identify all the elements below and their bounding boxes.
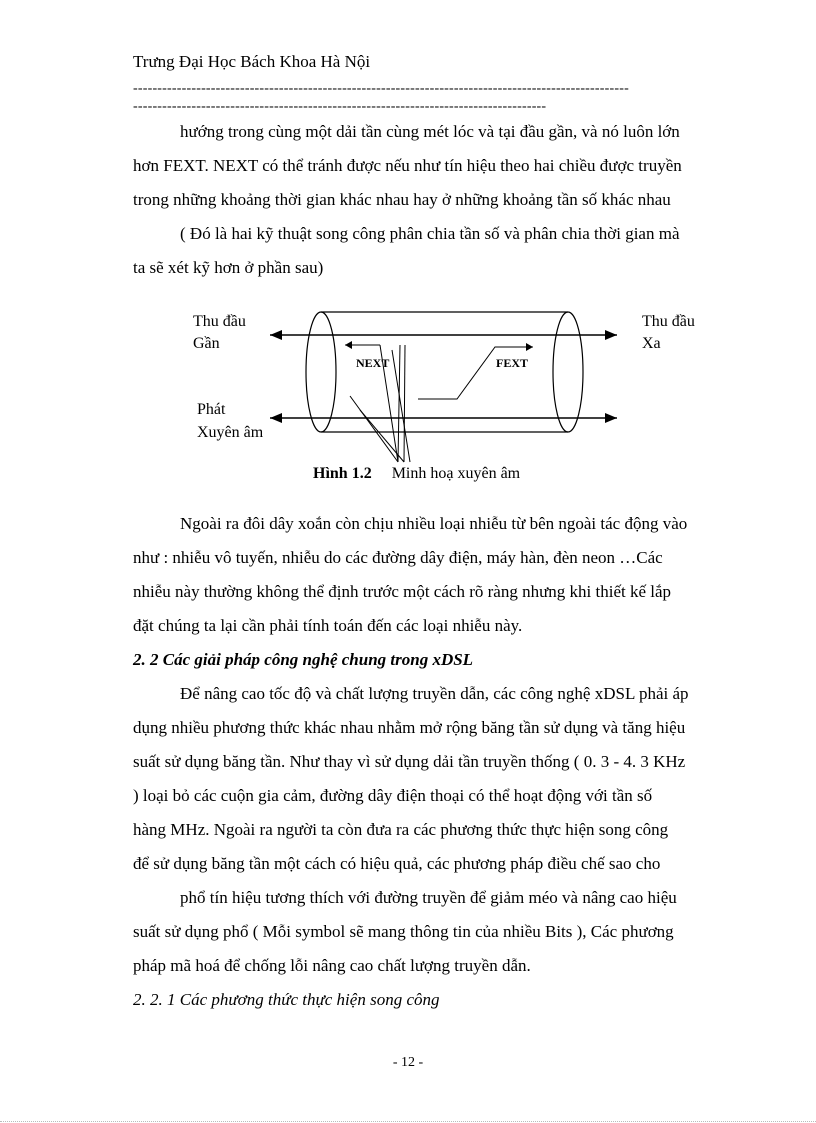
paragraph-line: ta sẽ xét kỹ hơn ở phần sau) (133, 258, 324, 277)
paragraph-line: ( Đó là hai kỹ thuật song công phân chia tần số và phân chia thời gian mà (180, 224, 680, 243)
paragraph-line: nhiễu này thường không thể định trước một cách rõ ràng nhưng khi thiết kế lắp (133, 582, 672, 601)
next-arrow-icon (345, 341, 352, 349)
paragraph-line: pháp mã hoá để chống lỗi nâng cao chất lượng truyền dẫn. (133, 956, 531, 975)
label-far-end-1: Thu đầu (642, 313, 695, 330)
arrow-right-icon (605, 413, 617, 423)
callout-line (398, 345, 400, 462)
section-heading: 2. 2 Các giải pháp công nghệ chung trong xDSL (133, 650, 474, 669)
paragraph-line: hàng MHz. Ngoài ra người ta còn đưa ra các phương thức thực hiện song công (133, 820, 669, 839)
cable-right-end (553, 312, 583, 432)
page-header-title: Trưng Đại Học Bách Khoa Hà Nội (133, 52, 371, 71)
paragraph-line: suất sử dụng băng tần. Như thay vì sử dụng dải tần truyền thống ( 0. 3 - 4. 3 KHz (133, 752, 686, 771)
arrow-right-icon (605, 330, 617, 340)
callout-line (404, 345, 405, 462)
paragraph-line: như : nhiễu vô tuyến, nhiễu do các đường dây điện, máy hàn, đèn neon …Các (133, 548, 663, 567)
paragraph-line: suất sử dụng phổ ( Mỗi symbol sẽ mang thông tin của nhiều Bits ), Các phương (133, 922, 674, 941)
cable-left-end (306, 312, 336, 432)
label-near-end-2: Gần (193, 335, 220, 352)
arrow-left-icon (270, 330, 282, 340)
figure-caption-text: Minh hoạ xuyên âm (391, 465, 521, 482)
page-number: - 12 - (392, 1055, 424, 1070)
paragraph-line: phổ tín hiệu tương thích với đường truyền để giảm méo và nâng cao hiệu (180, 888, 677, 907)
fext-label: FEXT (496, 356, 529, 370)
subsection-heading: 2. 2. 1 Các phương thức thực hiện song công (133, 990, 440, 1009)
label-crosstalk: Xuyên âm (197, 424, 264, 441)
figure-caption (313, 465, 520, 483)
paragraph-line: đặt chúng ta lại cần phải tính toán đến các loại nhiễu này. (133, 616, 523, 635)
next-label: NEXT (356, 356, 390, 370)
header-divider-2: ------------------------------------------------------------------------------------- (133, 99, 547, 114)
paragraph-line: để sử dụng băng tần một cách có hiệu quả, các phương pháp điều chế sao cho (133, 854, 661, 873)
fext-path (418, 347, 533, 399)
paragraph-line: hơn FEXT. NEXT có thể tránh được nếu như tín hiệu theo hai chiều được truyền (133, 156, 682, 175)
callout-line (392, 350, 410, 462)
paragraph-line: dụng nhiều phương thức khác nhau nhằm mở rộng băng tần sử dụng và tăng hiệu (133, 718, 686, 737)
callout-line (350, 396, 398, 462)
figure-number: Hình 1.2 (313, 465, 372, 482)
label-transmit: Phát (197, 401, 226, 418)
arrow-left-icon (270, 413, 282, 423)
paragraph-line: hướng trong cùng một dải tần cùng mét lóc và tại đầu gần, và nó luôn lớn (180, 122, 680, 141)
label-far-end-2: Xa (642, 335, 661, 352)
paragraph-line: trong những khoảng thời gian khác nhau hay ở những khoảng tần số khác nhau (133, 190, 671, 209)
label-near-end-1: Thu đầu (193, 313, 246, 330)
fext-arrow-icon (526, 343, 533, 351)
paragraph-line: ) loại bỏ các cuộn gia cảm, đường dây điện thoại có thể hoạt động với tần số (133, 786, 653, 805)
page-bottom-rule (0, 1121, 816, 1122)
paragraph-line: Ngoài ra đôi dây xoắn còn chịu nhiều loại nhiễu từ bên ngoài tác động vào (180, 514, 688, 533)
paragraph-line: Để nâng cao tốc độ và chất lượng truyền dẫn, các công nghệ xDSL phải áp (180, 684, 689, 703)
header-divider-1: ------------------------------------------------------------------------------------------------------ (133, 81, 629, 96)
